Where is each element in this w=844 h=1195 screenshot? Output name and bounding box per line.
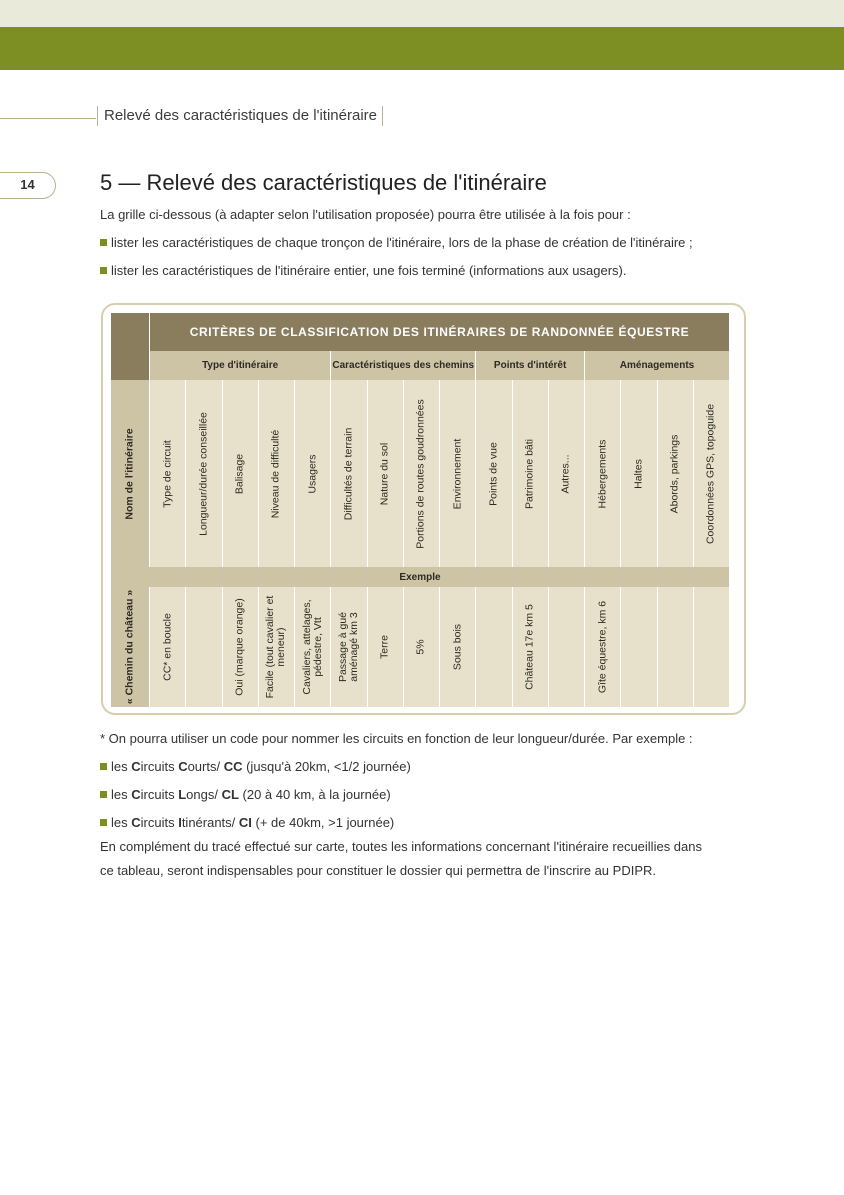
data-cell xyxy=(294,587,330,707)
code-initial: I xyxy=(178,815,182,830)
data-cell xyxy=(693,587,729,707)
code-initial: C xyxy=(131,787,141,802)
intro-text: La grille ci-dessous (à adapter selon l'utilisation proposée) pourra être utilisée à la fois pour : xyxy=(100,207,631,222)
data-cell xyxy=(620,587,656,707)
data-cell-value: CC* en boucle xyxy=(161,613,174,681)
data-cell xyxy=(258,587,294,707)
column-header-label: Autres... xyxy=(559,453,572,494)
data-cell xyxy=(584,587,620,707)
data-cell-value: Oui (marque orange) xyxy=(233,598,246,696)
code-prefix: les xyxy=(111,759,132,774)
intro-bullet-1 xyxy=(100,235,693,250)
code-initial: L xyxy=(178,787,187,802)
intro-bullet-text: lister les caractéristiques de chaque tronçon de l'itinéraire, lors de la phase de création de l'itinéraire ; xyxy=(111,235,693,250)
code-prefix: les xyxy=(111,787,132,802)
column-header-label: Nom de l'itinéraire xyxy=(123,427,136,520)
group-header xyxy=(330,351,475,380)
example-label: Exemple xyxy=(399,571,441,583)
top-green-band xyxy=(0,27,844,70)
data-cell xyxy=(439,587,475,707)
example-name: « Chemin du château » xyxy=(123,589,136,705)
data-cell-value: Château 17e km 5 xyxy=(523,604,536,690)
column-header xyxy=(548,380,584,567)
top-light-band xyxy=(0,0,844,27)
bullet-square-icon xyxy=(100,819,107,826)
table-corner xyxy=(111,313,149,380)
data-cell-value: Terre xyxy=(378,635,391,659)
data-cell xyxy=(185,587,221,707)
data-cell xyxy=(330,587,366,707)
data-cell xyxy=(149,587,185,707)
footnote-intro: * On pourra utiliser un code pour nommer les circuits en fonction de leur longueur/durée. Par exemple : xyxy=(100,731,693,746)
code-line-ci xyxy=(100,815,394,830)
code-line-cc xyxy=(100,759,411,774)
data-cell xyxy=(512,587,548,707)
column-header-label: Points de vue xyxy=(487,441,500,506)
data-cell-value: Gîte équestre, km 6 xyxy=(596,600,609,694)
column-header-label: Balisage xyxy=(233,453,246,494)
column-header-label: Abords, parkings xyxy=(668,434,681,513)
column-header-label: Haltes xyxy=(632,458,645,489)
code-line-cl xyxy=(100,787,391,802)
group-header-label: Points d'intérêt xyxy=(493,360,567,371)
column-header xyxy=(439,380,475,567)
code-word: ircuits xyxy=(140,787,179,802)
code-word: ourts/ xyxy=(187,759,224,774)
criteria-table-frame xyxy=(101,303,746,715)
data-cell xyxy=(222,587,258,707)
intro-bullet-text: lister les caractéristiques de l'itinéraire entier, une fois terminé (informations aux usagers). xyxy=(111,263,627,278)
column-header xyxy=(584,380,620,567)
column-header xyxy=(258,380,294,567)
code-word: ircuits xyxy=(140,815,179,830)
group-header xyxy=(475,351,584,380)
example-row xyxy=(111,567,729,587)
column-header xyxy=(330,380,366,567)
column-header-label: Nature du sol xyxy=(378,442,391,505)
code-abbrev: CC xyxy=(223,759,243,774)
group-header xyxy=(584,351,729,380)
code-detail: (+ de 40km, >1 journée) xyxy=(251,815,395,830)
column-header-label: Environnement xyxy=(451,438,464,509)
code-word: tinérants/ xyxy=(181,815,239,830)
data-cell xyxy=(403,587,439,707)
data-cell xyxy=(475,587,511,707)
column-header-label: Hébergements xyxy=(596,439,609,508)
group-header xyxy=(149,351,330,380)
column-header xyxy=(620,380,656,567)
data-cell xyxy=(657,587,693,707)
code-initial: C xyxy=(131,759,141,774)
data-cell-value: 5% xyxy=(414,639,427,655)
data-cell xyxy=(367,587,403,707)
column-header-label: Difficultés de terrain xyxy=(342,427,355,520)
column-header xyxy=(149,380,185,567)
group-header-label: Aménagements xyxy=(619,360,695,371)
column-header-label: Portions de routes goudronnées xyxy=(414,398,427,549)
column-header xyxy=(512,380,548,567)
code-initial: C xyxy=(178,759,188,774)
intro-bullet-2 xyxy=(100,263,627,278)
code-detail: (jusqu'à 20km, <1/2 journée) xyxy=(242,759,411,774)
column-header-label: Longueur/durée conseillée xyxy=(197,411,210,536)
column-header xyxy=(222,380,258,567)
example-name-cell xyxy=(111,587,149,707)
column-header-label: Coordonnées GPS, topoguide xyxy=(704,403,717,544)
column-header xyxy=(693,380,729,567)
column-header xyxy=(657,380,693,567)
column-header xyxy=(367,380,403,567)
column-header xyxy=(403,380,439,567)
column-header xyxy=(185,380,221,567)
bullet-square-icon xyxy=(100,763,107,770)
page-title: 5 — Relevé des caractéristiques de l'itinéraire xyxy=(100,170,547,195)
data-cell-value: Passage à gué aménagé km 3 xyxy=(336,611,360,683)
bullet-square-icon xyxy=(100,267,107,274)
data-cell-value: Facile (tout cavalier et meneur) xyxy=(264,595,288,699)
bullet-square-icon xyxy=(100,239,107,246)
column-header-label: Niveau de difficulté xyxy=(269,429,282,518)
table-title-bar xyxy=(149,313,729,351)
data-cell-value: Sous bois xyxy=(451,623,464,671)
column-header xyxy=(294,380,330,567)
code-detail: (20 à 40 km, à la journée) xyxy=(238,787,391,802)
section-rule xyxy=(0,118,96,119)
table-title: CRITÈRES DE CLASSIFICATION DES ITINÉRAIRES DE RANDONNÉE ÉQUESTRE xyxy=(189,325,690,339)
conclusion-line-1: En complément du tracé effectué sur carte, toutes les informations concernant l'itinéraire recueillies dans xyxy=(100,839,702,854)
column-header xyxy=(475,380,511,567)
conclusion-line-2: ce tableau, seront indispensables pour constituer le dossier qui permettra de l'inscrire au PDIPR. xyxy=(100,863,656,878)
code-initial: C xyxy=(131,815,141,830)
page-number: 14 xyxy=(0,172,56,199)
column-header-label: Patrimoine bâti xyxy=(523,438,536,509)
code-word: ongs/ xyxy=(186,787,222,802)
column-header-label: Type de circuit xyxy=(161,439,174,508)
data-cell-value: Cavaliers, attelages, pédestre, Vtt xyxy=(300,599,324,695)
code-word: ircuits xyxy=(140,759,179,774)
data-cell xyxy=(548,587,584,707)
section-tab: Relevé des caractéristiques de l'itinéraire xyxy=(97,106,383,126)
group-header-label: Type d'itinéraire xyxy=(202,360,279,371)
column-header-label: Usagers xyxy=(306,453,319,494)
bullet-square-icon xyxy=(100,791,107,798)
code-abbrev: CL xyxy=(221,787,239,802)
code-abbrev: CI xyxy=(238,815,252,830)
column-header-name xyxy=(111,380,149,567)
group-header-label: Caractéristiques des chemins xyxy=(332,360,475,371)
code-prefix: les xyxy=(111,815,132,830)
